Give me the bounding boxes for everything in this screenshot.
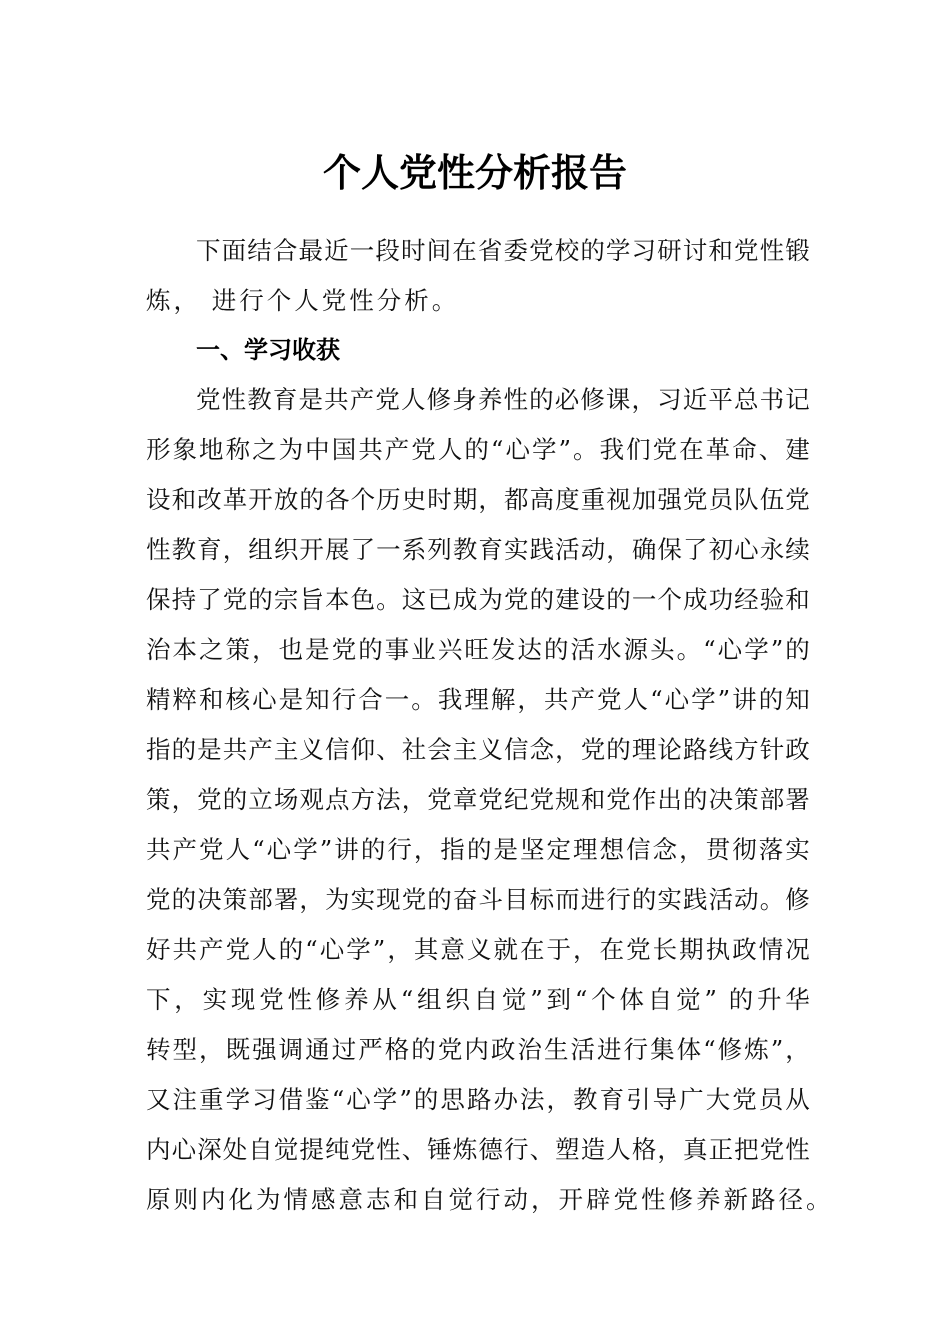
body-line-7: 精粹和核心是知行合一。我理解，共产党人“心学”讲的知 [146, 685, 810, 714]
body-line-3: 设和改革开放的各个历史时期，都高度重视加强党员队伍党 [146, 485, 810, 514]
body-line-14: 转型，既强调通过严格的党内政治生活进行集体“修炼”， [146, 1035, 810, 1064]
body-line-13: 下，实现党性修养从“组织自觉”到“个体自觉” 的升华 [146, 985, 810, 1014]
body-line-4: 性教育，组织开展了一系列教育实践活动，确保了初心永续 [146, 535, 810, 564]
intro-line-1: 下面结合最近一段时间在省委党校的学习研讨和党性锻 [196, 236, 810, 265]
body-line-12: 好共产党人的“心学”，其意义就在于，在党长期执政情况 [146, 935, 810, 964]
body-line-8: 指的是共产主义信仰、社会主义信念，党的理论路线方针政 [146, 735, 810, 764]
body-line-11: 党的决策部署，为实现党的奋斗目标而进行的实践活动。修 [146, 885, 810, 914]
document-title: 个人党性分析报告 [322, 150, 627, 195]
body-line-1: 党性教育是共产党人修身养性的必修课，习近平总书记 [196, 385, 810, 414]
body-line-6: 治本之策，也是党的事业兴旺发达的活水源头。“心学”的 [146, 635, 810, 664]
body-line-17: 原则内化为情感意志和自觉行动，开辟党性修养新路径。 [146, 1185, 834, 1214]
body-line-10: 共产党人“心学”讲的行，指的是坚定理想信念，贯彻落实 [146, 835, 810, 864]
body-line-9: 策，党的立场观点方法，党章党纪党规和党作出的决策部署 [146, 785, 810, 814]
section-heading-study-gains: 一、学习收获 [196, 336, 340, 364]
body-line-2: 形象地称之为中国共产党人的“心学”。我们党在革命、建 [146, 435, 810, 464]
body-line-16: 内心深处自觉提纯党性、锤炼德行、塑造人格，真正把党性 [146, 1135, 810, 1164]
body-line-5: 保持了党的宗旨本色。这已成为党的建设的一个成功经验和 [146, 585, 810, 614]
intro-line-2: 炼， 进行个人党性分析。 [146, 286, 460, 315]
body-line-15: 又注重学习借鉴“心学”的思路办法，教育引导广大党员从 [146, 1085, 810, 1114]
